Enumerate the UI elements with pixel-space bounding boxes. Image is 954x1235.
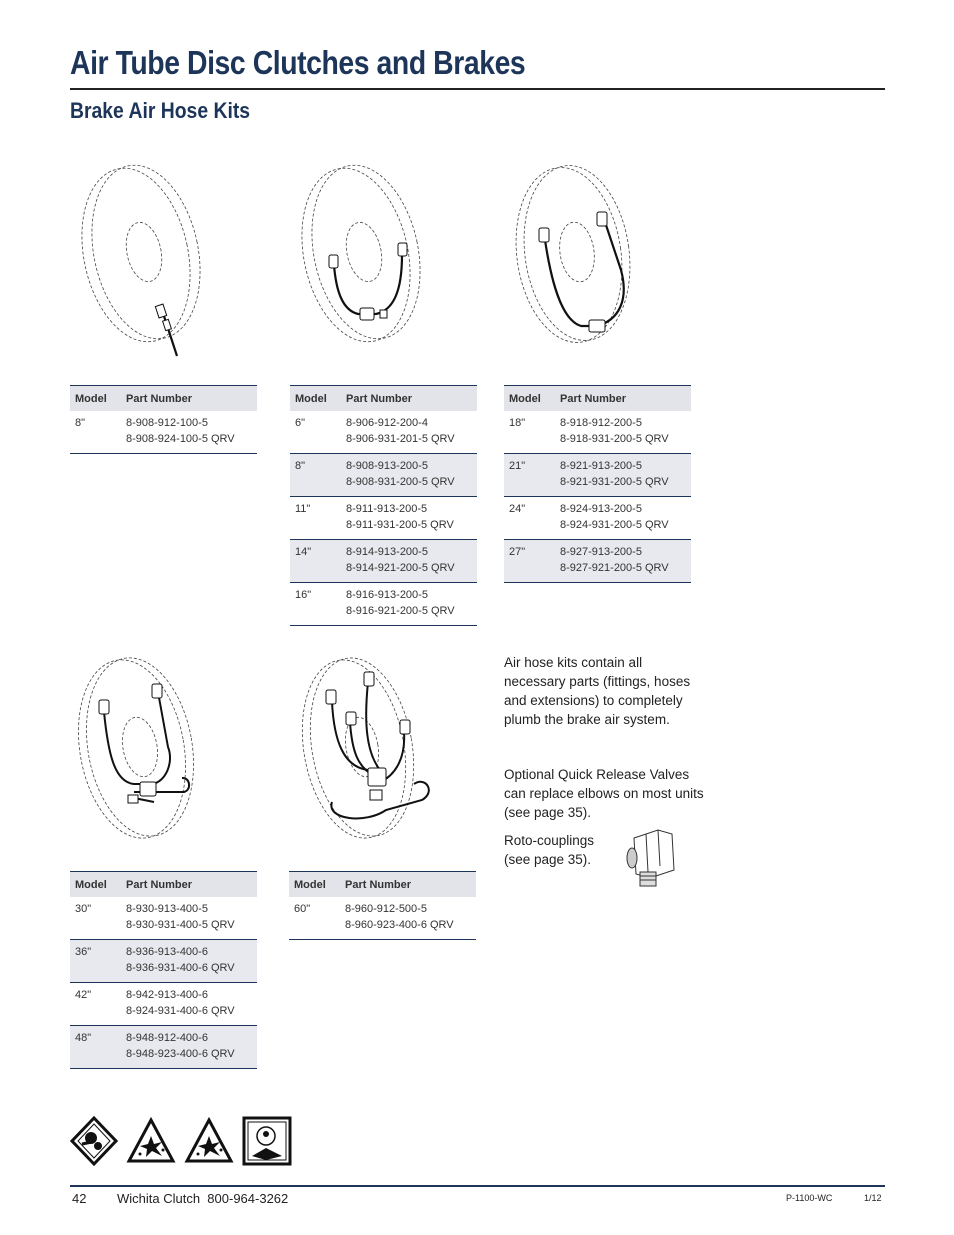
part-number: 8-918-912-200-5 — [560, 417, 642, 429]
table-row — [504, 497, 691, 540]
diagram-double-loop-hose — [74, 652, 204, 852]
part-number-qrv: 8-918-931-200-5 QRV — [560, 432, 669, 445]
note-roto-couplings: Roto-couplings (see page 35). — [504, 833, 595, 867]
model-size: 48" — [75, 1032, 92, 1044]
table-row — [70, 411, 257, 454]
part-number: 8-930-913-400-5 — [126, 903, 208, 915]
part-number: 8-948-912-400-6 — [126, 1032, 208, 1044]
model-size: 16" — [295, 589, 312, 601]
part-number-qrv: 8-916-921-200-5 QRV — [346, 604, 455, 617]
table-row — [290, 497, 477, 540]
parts-table-18-27in — [504, 385, 691, 583]
part-number-qrv: 8-924-931-400-6 QRV — [126, 1004, 235, 1017]
col-part-number: Part Number — [346, 386, 477, 412]
part-number-qrv: 8-921-931-200-5 QRV — [560, 475, 669, 488]
read-manual-icon — [242, 1116, 292, 1171]
table-row — [504, 540, 691, 583]
part-number: 8-916-913-200-5 — [346, 589, 428, 601]
part-number: 8-960-912-500-5 — [345, 903, 427, 915]
part-number: 8-908-912-100-5 — [126, 417, 208, 429]
model-size: 24" — [509, 503, 526, 515]
document-code: P-1100-WC — [786, 1193, 833, 1203]
model-size: 8" — [295, 460, 306, 472]
col-model: Model — [504, 386, 560, 412]
parts-table-8in — [70, 385, 257, 454]
table-row — [70, 1026, 257, 1069]
table-row — [290, 540, 477, 583]
part-number: 8-936-913-400-6 — [126, 946, 208, 958]
title-rule — [70, 88, 885, 90]
part-number-qrv: 8-908-931-200-5 QRV — [346, 475, 455, 488]
model-size: 11" — [295, 503, 311, 515]
model-size: 27" — [509, 546, 526, 558]
col-part-number: Part Number — [345, 872, 476, 898]
page-number: 42 — [72, 1191, 87, 1206]
parts-table-60in — [289, 871, 476, 940]
footer-rule — [70, 1185, 885, 1187]
diagram-quad-loop-hose — [296, 652, 436, 852]
table-row — [70, 983, 257, 1026]
safety-icons — [70, 1116, 292, 1171]
diagram-two-hose — [298, 160, 428, 360]
part-number-qrv: 8-960-923-400-6 QRV — [345, 918, 454, 931]
table-row — [289, 897, 476, 940]
part-number-qrv: 8-948-923-400-6 QRV — [126, 1047, 235, 1060]
part-number: 8-927-913-200-5 — [560, 546, 642, 558]
model-size: 60" — [294, 903, 311, 915]
part-number: 8-924-913-200-5 — [560, 503, 642, 515]
table-row — [70, 940, 257, 983]
model-size: 21" — [509, 460, 526, 472]
table-row — [290, 583, 477, 626]
part-number-qrv: 8-906-931-201-5 QRV — [346, 432, 455, 445]
parts-table-6-16in — [290, 385, 477, 626]
diagram-single-hose — [78, 160, 208, 360]
note-kit-contents: Air hose kits contain all necessary parts (fittings, hoses and extensions) to completely plumb the brake air system. — [504, 655, 691, 727]
part-number-qrv: 8-908-924-100-5 QRV — [126, 432, 235, 445]
table-row — [290, 454, 477, 497]
model-size: 18" — [509, 417, 526, 429]
col-part-number: Part Number — [126, 386, 257, 412]
part-number: 8-908-913-200-5 — [346, 460, 428, 472]
explosion-hazard-icon — [126, 1116, 176, 1171]
diagram-loop-hose — [511, 160, 641, 360]
section-title: Brake Air Hose Kits — [70, 98, 251, 123]
note-quick-release: Optional Quick Release Valves can replace elbows on most units (see page 35). — [504, 767, 704, 820]
page-title: Air Tube Disc Clutches and Brakes — [70, 44, 526, 81]
part-number: 8-942-913-400-6 — [126, 989, 208, 1001]
col-model: Model — [290, 386, 346, 412]
col-part-number: Part Number — [560, 386, 691, 412]
entanglement-hazard-icon — [70, 1116, 118, 1171]
col-model: Model — [70, 872, 126, 898]
part-number: 8-911-913-200-5 — [346, 503, 428, 515]
model-size: 8" — [75, 417, 86, 429]
table-row — [70, 897, 257, 940]
part-number: 8-921-913-200-5 — [560, 460, 642, 472]
model-size: 14" — [295, 546, 312, 558]
part-number-qrv: 8-924-931-200-5 QRV — [560, 518, 669, 531]
part-number-qrv: 8-914-921-200-5 QRV — [346, 561, 455, 574]
model-size: 42" — [75, 989, 92, 1001]
col-model: Model — [289, 872, 345, 898]
part-number-qrv: 8-936-931-400-6 QRV — [126, 961, 235, 974]
part-number: 8-906-912-200-4 — [346, 417, 428, 429]
part-number-qrv: 8-927-921-200-5 QRV — [560, 561, 669, 574]
part-number-qrv: 8-930-931-400-5 QRV — [126, 918, 235, 931]
parts-table-30-48in — [70, 871, 257, 1069]
col-model: Model — [70, 386, 126, 412]
roto-coupling-image — [624, 824, 680, 890]
document-date: 1/12 — [864, 1193, 882, 1203]
company-contact: Wichita Clutch 800-964-3262 — [117, 1191, 289, 1206]
part-number-qrv: 8-911-931-200-5 QRV — [346, 518, 454, 531]
explosion-hazard-icon — [184, 1116, 234, 1171]
model-size: 30" — [75, 903, 92, 915]
table-row — [504, 411, 691, 454]
part-number: 8-914-913-200-5 — [346, 546, 428, 558]
table-row — [290, 411, 477, 454]
model-size: 6" — [295, 417, 306, 429]
col-part-number: Part Number — [126, 872, 257, 898]
model-size: 36" — [75, 946, 92, 958]
table-row — [504, 454, 691, 497]
